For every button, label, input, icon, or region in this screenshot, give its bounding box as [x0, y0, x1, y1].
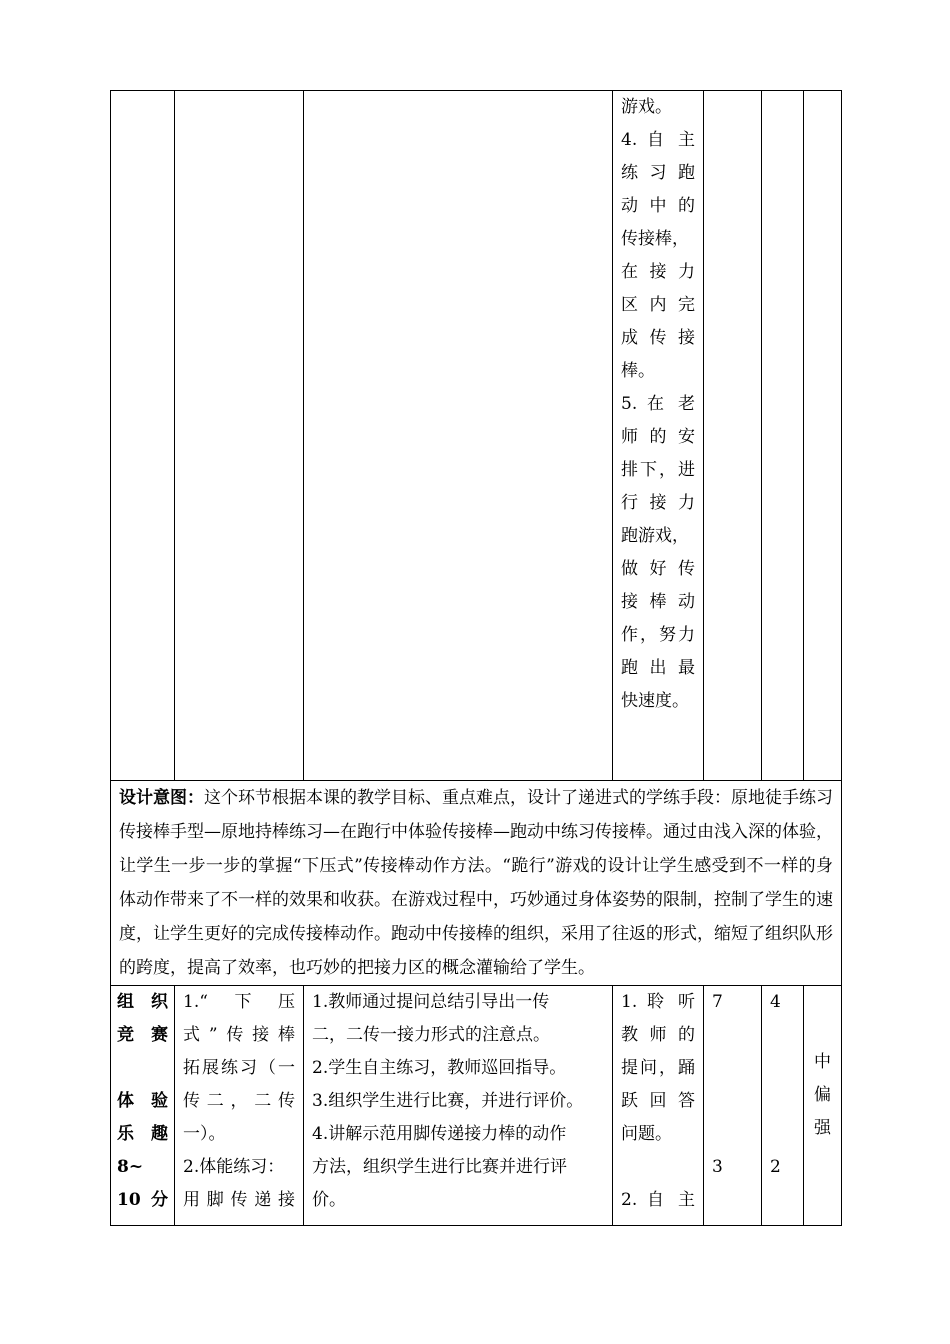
student-activity-line: 作，努力	[621, 625, 695, 645]
teacher-activity-line: 价。	[312, 1190, 346, 1210]
time-cell	[704, 986, 762, 1226]
time-value-1: 7	[712, 992, 723, 1012]
student-activity-cell	[613, 91, 704, 781]
intensity-line: 偏	[814, 1085, 831, 1105]
student-activity-line: 教 师 的	[621, 1025, 695, 1045]
time-value-2: 3	[712, 1157, 723, 1177]
student-activity-line: 提问，踊	[621, 1058, 695, 1078]
student-activity-cell-2	[613, 986, 704, 1226]
teacher-cell-empty	[304, 91, 613, 781]
content-cell-empty	[175, 91, 304, 781]
continuation-row	[111, 91, 842, 781]
design-intent-cell	[111, 781, 842, 986]
count-value-2: 2	[770, 1157, 781, 1177]
stage-line	[117, 1052, 168, 1085]
stage-cell	[111, 986, 175, 1226]
student-activity-line: 快速度。	[621, 691, 689, 711]
intensity-cell-empty	[804, 91, 842, 781]
student-activity-line: 跑游戏，	[621, 526, 689, 546]
time-cell-empty	[704, 91, 762, 781]
content-line: 一）。	[183, 1124, 226, 1144]
student-activity-line: 传接棒，	[621, 229, 689, 249]
teacher-activity-line: 4.讲解示范用脚传递接力棒的动作	[312, 1124, 567, 1144]
design-intent-label: 设计意图：	[119, 788, 204, 808]
student-activity-line: 排下，进	[621, 460, 695, 480]
lesson-plan-table	[110, 90, 842, 1226]
student-activity-line: 做 好 传	[621, 559, 695, 579]
student-activity-line	[621, 1151, 695, 1184]
content-line: 式”传接棒	[183, 1025, 295, 1045]
competition-row	[111, 986, 842, 1226]
teacher-activity-line: 1.教师通过提问总结引导出一传	[312, 992, 550, 1012]
teacher-activity-line: 3.组织学生进行比赛，并进行评价。	[312, 1091, 584, 1111]
content-cell	[175, 986, 304, 1226]
stage-line: 体 验	[117, 1091, 168, 1111]
teacher-activity-line: 方法，组织学生进行比赛并进行评	[312, 1157, 567, 1177]
student-activity-line: 在 接 力	[621, 262, 695, 282]
stage-line: 组 织	[117, 992, 168, 1012]
student-activity-line: 行 接 力	[621, 493, 695, 513]
student-activity-line: 动 中 的	[621, 196, 695, 216]
student-activity-line: 练 习 跑	[621, 163, 695, 183]
student-activity-line: 区 内 完	[621, 295, 695, 315]
student-activity-line: 5. 在 老	[621, 394, 695, 414]
content-line: 传二，二传	[183, 1091, 295, 1111]
student-activity-line: 跃 回 答	[621, 1091, 695, 1111]
design-intent-row	[111, 781, 842, 986]
design-intent-text: 这个环节根据本课的教学目标、重点难点，设计了递进式的学练手段：原地徒手练习传接棒手型—原地持棒练习—在跑行中体验传接棒—跑动中练习传接棒。通过由浅入深的体验，让学生一步一步的掌握“下压式”传接棒动作方法。“跪行”游戏的设计让学生感受到不一样的身体动作带来了不一样的效果和收获。在游戏过程中，巧妙通过身体姿势的限制，控制了学生的速度，让学生更好的完成传接棒动作。跑动中传接棒的组织，采用了往返的形式，缩短了组织队形的跨度，提高了效率，也巧妙的把接力区的概念灌输给了学生。	[119, 788, 833, 978]
content-line: 2.体能练习：	[183, 1157, 285, 1177]
intensity-line: 中	[814, 1052, 831, 1072]
content-line: 用脚传递接	[183, 1190, 295, 1210]
student-activity-line: 2. 自 主	[621, 1190, 695, 1210]
student-activity-line: 游戏。	[621, 97, 672, 117]
student-activity-line: 成 传 接	[621, 328, 695, 348]
stage-line: 乐趣	[117, 1124, 168, 1144]
teacher-activity-line: 二，二传一接力形式的注意点。	[312, 1025, 550, 1045]
content-line: 1.“ 下 压	[183, 992, 295, 1012]
count-value-1: 4	[770, 992, 781, 1012]
student-activity-line: 接 棒 动	[621, 592, 695, 612]
content-line: 拓展练习（一	[183, 1058, 295, 1078]
stage-line: 竞赛	[117, 1025, 168, 1045]
intensity-line: 强	[814, 1118, 831, 1138]
student-activity-line: 4. 自 主	[621, 130, 695, 150]
count-cell-empty	[762, 91, 804, 781]
student-activity-line: 跑 出 最	[621, 658, 695, 678]
stage-line: 8~	[117, 1157, 144, 1177]
stage-line: 10 分	[117, 1190, 168, 1210]
intensity-cell	[804, 986, 842, 1226]
teacher-activity-cell	[304, 986, 613, 1226]
student-activity-line: 问题。	[621, 1124, 672, 1144]
teacher-activity-line: 2.学生自主练习，教师巡回指导。	[312, 1058, 567, 1078]
student-activity-line: 棒。	[621, 361, 655, 381]
student-activity-line: 师 的 安	[621, 427, 695, 447]
count-cell	[762, 986, 804, 1226]
stage-cell-empty	[111, 91, 175, 781]
student-activity-line: 1. 聆 听	[621, 992, 695, 1012]
